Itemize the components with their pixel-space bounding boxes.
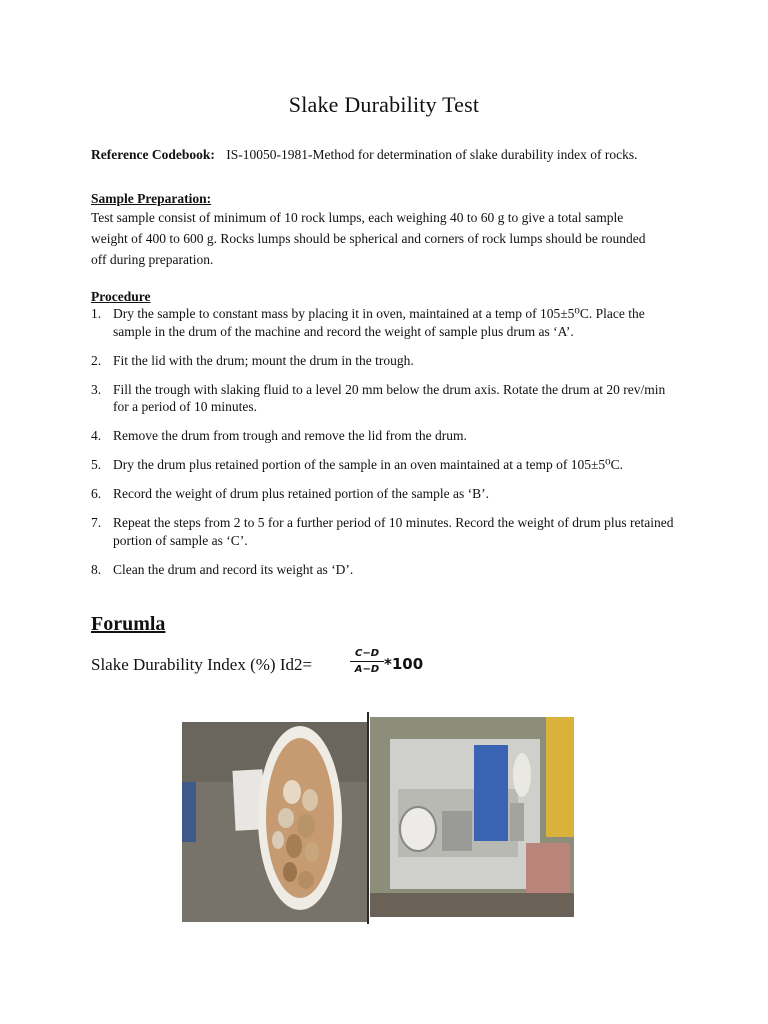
step-text: Repeat the steps from 2 to 5 for a further period of 10 minutes. Record the weight of drum plus retained portion of sample as ‘C’. bbox=[113, 515, 674, 548]
formula-multiplier: *100 bbox=[384, 655, 424, 673]
sample-preparation-heading: Sample Preparation: bbox=[91, 191, 212, 206]
step-number: 3. bbox=[91, 381, 102, 397]
reference-line bbox=[91, 147, 638, 163]
step-text: Dry the sample to constant mass by placing it in oven, maintained at a temp of 105±5⁰C. Place the sample in the drum of the machine and record the weight of sample plus drum as ‘A’. bbox=[113, 306, 645, 339]
procedure-step bbox=[91, 381, 681, 416]
photo-divider bbox=[367, 712, 369, 924]
step-text: Dry the drum plus retained portion of the sample in an oven maintained at a temp of 105±5⁰C. bbox=[113, 457, 623, 472]
procedure-step bbox=[91, 427, 681, 445]
step-number: 4. bbox=[91, 428, 102, 443]
step-number: 8. bbox=[91, 561, 102, 577]
procedure-heading: Procedure bbox=[91, 289, 151, 304]
step-text: Fill the trough with slaking fluid to a level 20 mm below the drum axis. Rotate the drum at 20 rev/min for a period of 10 minutes. bbox=[113, 381, 666, 414]
formula-denominator: A−D bbox=[354, 664, 380, 675]
procedure-step bbox=[91, 485, 681, 503]
formula-numerator: C−D bbox=[350, 648, 384, 662]
procedure-step bbox=[91, 561, 681, 579]
step-number: 5. bbox=[91, 457, 102, 472]
step-number: 7. bbox=[91, 515, 102, 530]
procedure-step bbox=[91, 352, 681, 370]
procedure-step bbox=[91, 456, 681, 474]
apparatus-illustration bbox=[370, 717, 574, 917]
step-text: Fit the lid with the drum; mount the drum in the trough. bbox=[113, 352, 414, 368]
formula-fraction bbox=[350, 648, 384, 675]
apparatus-photo bbox=[370, 717, 574, 917]
sample-preparation-text: Test sample consist of minimum of 10 rock lumps, each weighing 40 to 60 g to give a total sample weight of 400 to 600 g. Rocks lumps should be spherical and corners of rock lumps should be rounded off during preparation. bbox=[91, 210, 646, 267]
procedure-list bbox=[91, 305, 681, 590]
step-number: 6. bbox=[91, 486, 102, 501]
reference-text: IS-10050-1981-Method for determination of slake durability index of rocks. bbox=[226, 147, 638, 162]
step-text: Record the weight of drum plus retained portion of the sample as ‘B’. bbox=[113, 486, 490, 501]
reference-label: Reference Codebook: bbox=[91, 147, 215, 162]
rock-samples-illustration bbox=[182, 722, 368, 922]
formula-label: Slake Durability Index (%) Id2= bbox=[91, 655, 313, 674]
step-text: Remove the drum from trough and remove the lid from the drum. bbox=[113, 428, 467, 443]
step-number: 1. bbox=[91, 306, 102, 321]
step-number: 2. bbox=[91, 352, 102, 368]
procedure-step bbox=[91, 305, 681, 340]
step-text: Clean the drum and record its weight as ‘D’. bbox=[113, 561, 354, 577]
page-title: Slake Durability Test bbox=[288, 92, 480, 117]
procedure-step bbox=[91, 514, 681, 549]
formula-heading: Forumla bbox=[91, 613, 166, 635]
rock-samples-photo bbox=[182, 722, 368, 922]
